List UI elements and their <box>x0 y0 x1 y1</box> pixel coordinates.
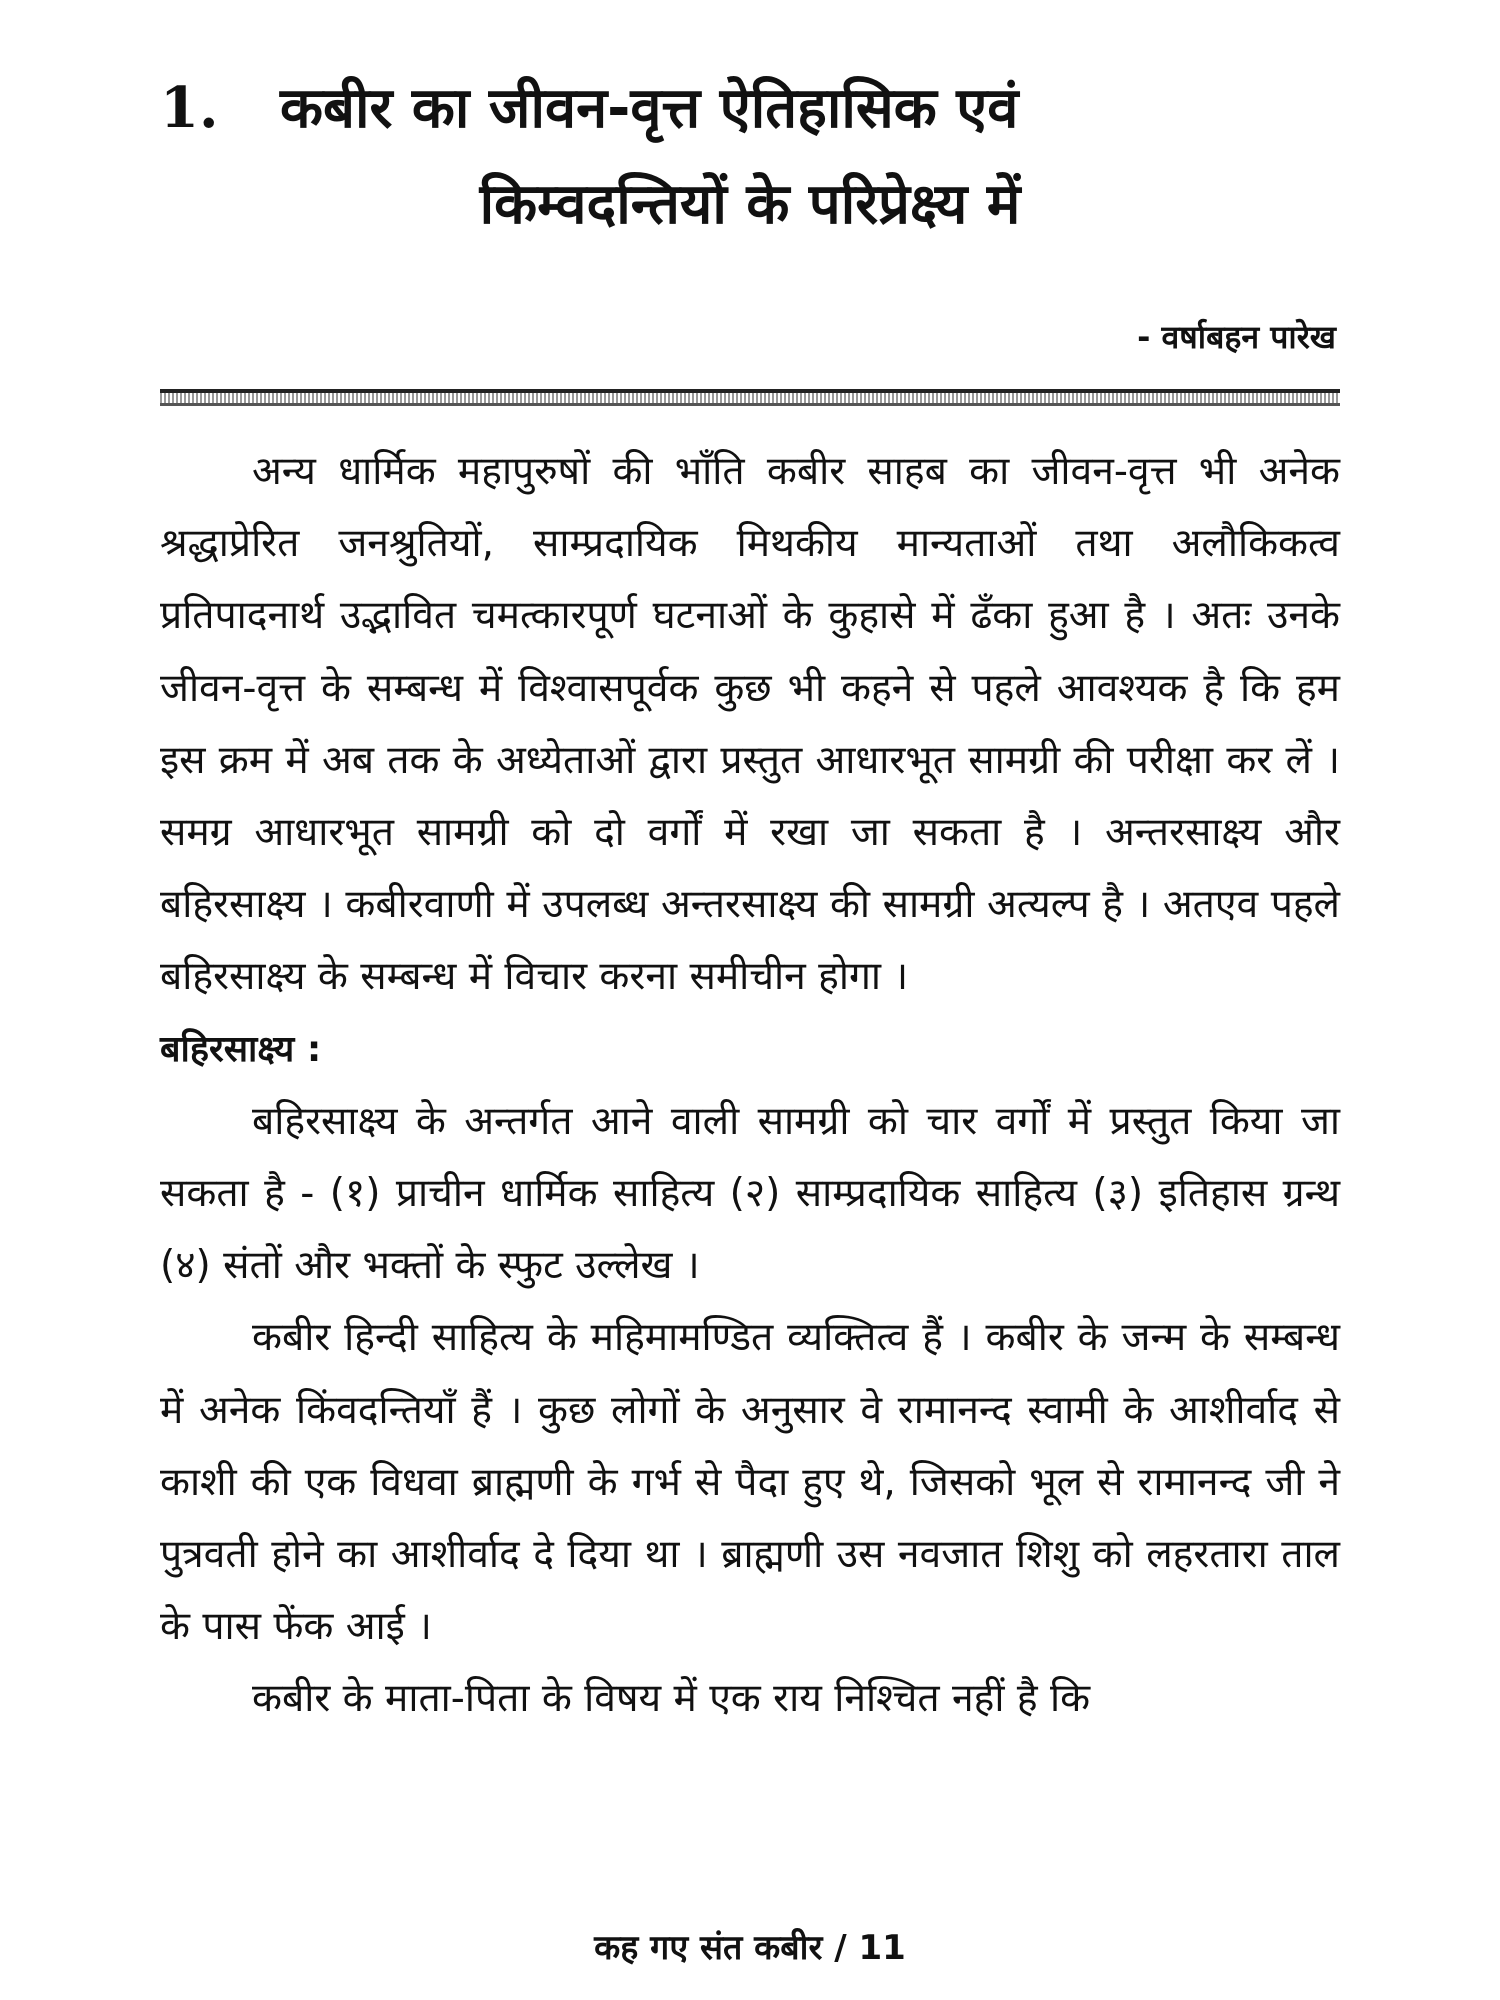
author-name: - वर्षाबहन पारेख <box>1137 318 1336 356</box>
book-page <box>160 50 1340 1980</box>
decorative-divider <box>160 389 1340 406</box>
title-line-2: किम्वदन्तियों के परिप्रेक्ष्य में <box>479 172 1021 237</box>
chapter-number: 1. <box>160 75 219 141</box>
paragraph-4: कबीर के माता-पिता के विषय में एक राय निश्चित नहीं है कि <box>252 1676 1091 1722</box>
page-footer: कह गए संत कबीर / 11 <box>594 1928 906 1968</box>
paragraph-3: कबीर हिन्दी साहित्य के महिमामण्डित व्यक्तित्व हैं । कबीर के जन्म के सम्बन्ध में अनेक किंवदन्तियाँ हैं । कुछ लोगों के अनुसार वे रामानन्द स्वामी के आशीर्वाद से काशी की एक विधवा ब्राह्मणी के गर्भ से पैदा हुए थे, जिसको भूल से रामानन्द जी ने पुत्रवती होने का आशीर्वाद दे दिया था । ब्राह्मणी उस नवजात शिशु को लहरतारा ताल के पास फेंक आई । <box>160 1315 1340 1650</box>
chapter-title <box>160 60 1340 253</box>
title-line-1 <box>160 60 1340 157</box>
paragraph-1: अन्य धार्मिक महापुरुषों की भाँति कबीर साहब का जीवन-वृत्त भी अनेक श्रद्धाप्रेरित जनश्रुतियों, साम्प्रदायिक मिथकीय मान्यताओं तथा अलौकिकत्व प्रतिपादनार्थ उद्भावित चमत्कारपूर्ण घटनाओं के कुहासे में ढँका हुआ है । अतः उनके जीवन-वृत्त के सम्बन्ध में विश्वासपूर्वक कुछ भी कहने से पहले आवश्यक है कि हम इस क्रम में अब तक के अध्येताओं द्वारा प्रस्तुत आधारभूत सामग्री की परीक्षा कर लें । समग्र आधारभूत सामग्री को दो वर्गों में रखा जा सकता है । अन्तरसाक्ष्य और बहिरसाक्ष्य । कबीरवाणी में उपलब्ध अन्तरसाक्ष्य की सामग्री अत्यल्प है । अतएव पहले बहिरसाक्ष्य के सम्बन्ध में विचार करना समीचीन होगा । <box>160 449 1340 1000</box>
title-text-1: कबीर का जीवन-वृत्त ऐतिहासिक एवं <box>280 76 1019 141</box>
body-text <box>160 436 1340 1736</box>
paragraph-2: बहिरसाक्ष्य के अन्तर्गत आने वाली सामग्री को चार वर्गों में प्रस्तुत किया जा सकता है - (१) प्राचीन धार्मिक साहित्य (२) साम्प्रदायिक साहित्य (३) इतिहास ग्रन्थ (४) संतों और भक्तों के स्फुट उल्लेख । <box>160 1098 1340 1289</box>
section-subheading: बहिरसाक्ष्य : <box>160 1028 322 1070</box>
